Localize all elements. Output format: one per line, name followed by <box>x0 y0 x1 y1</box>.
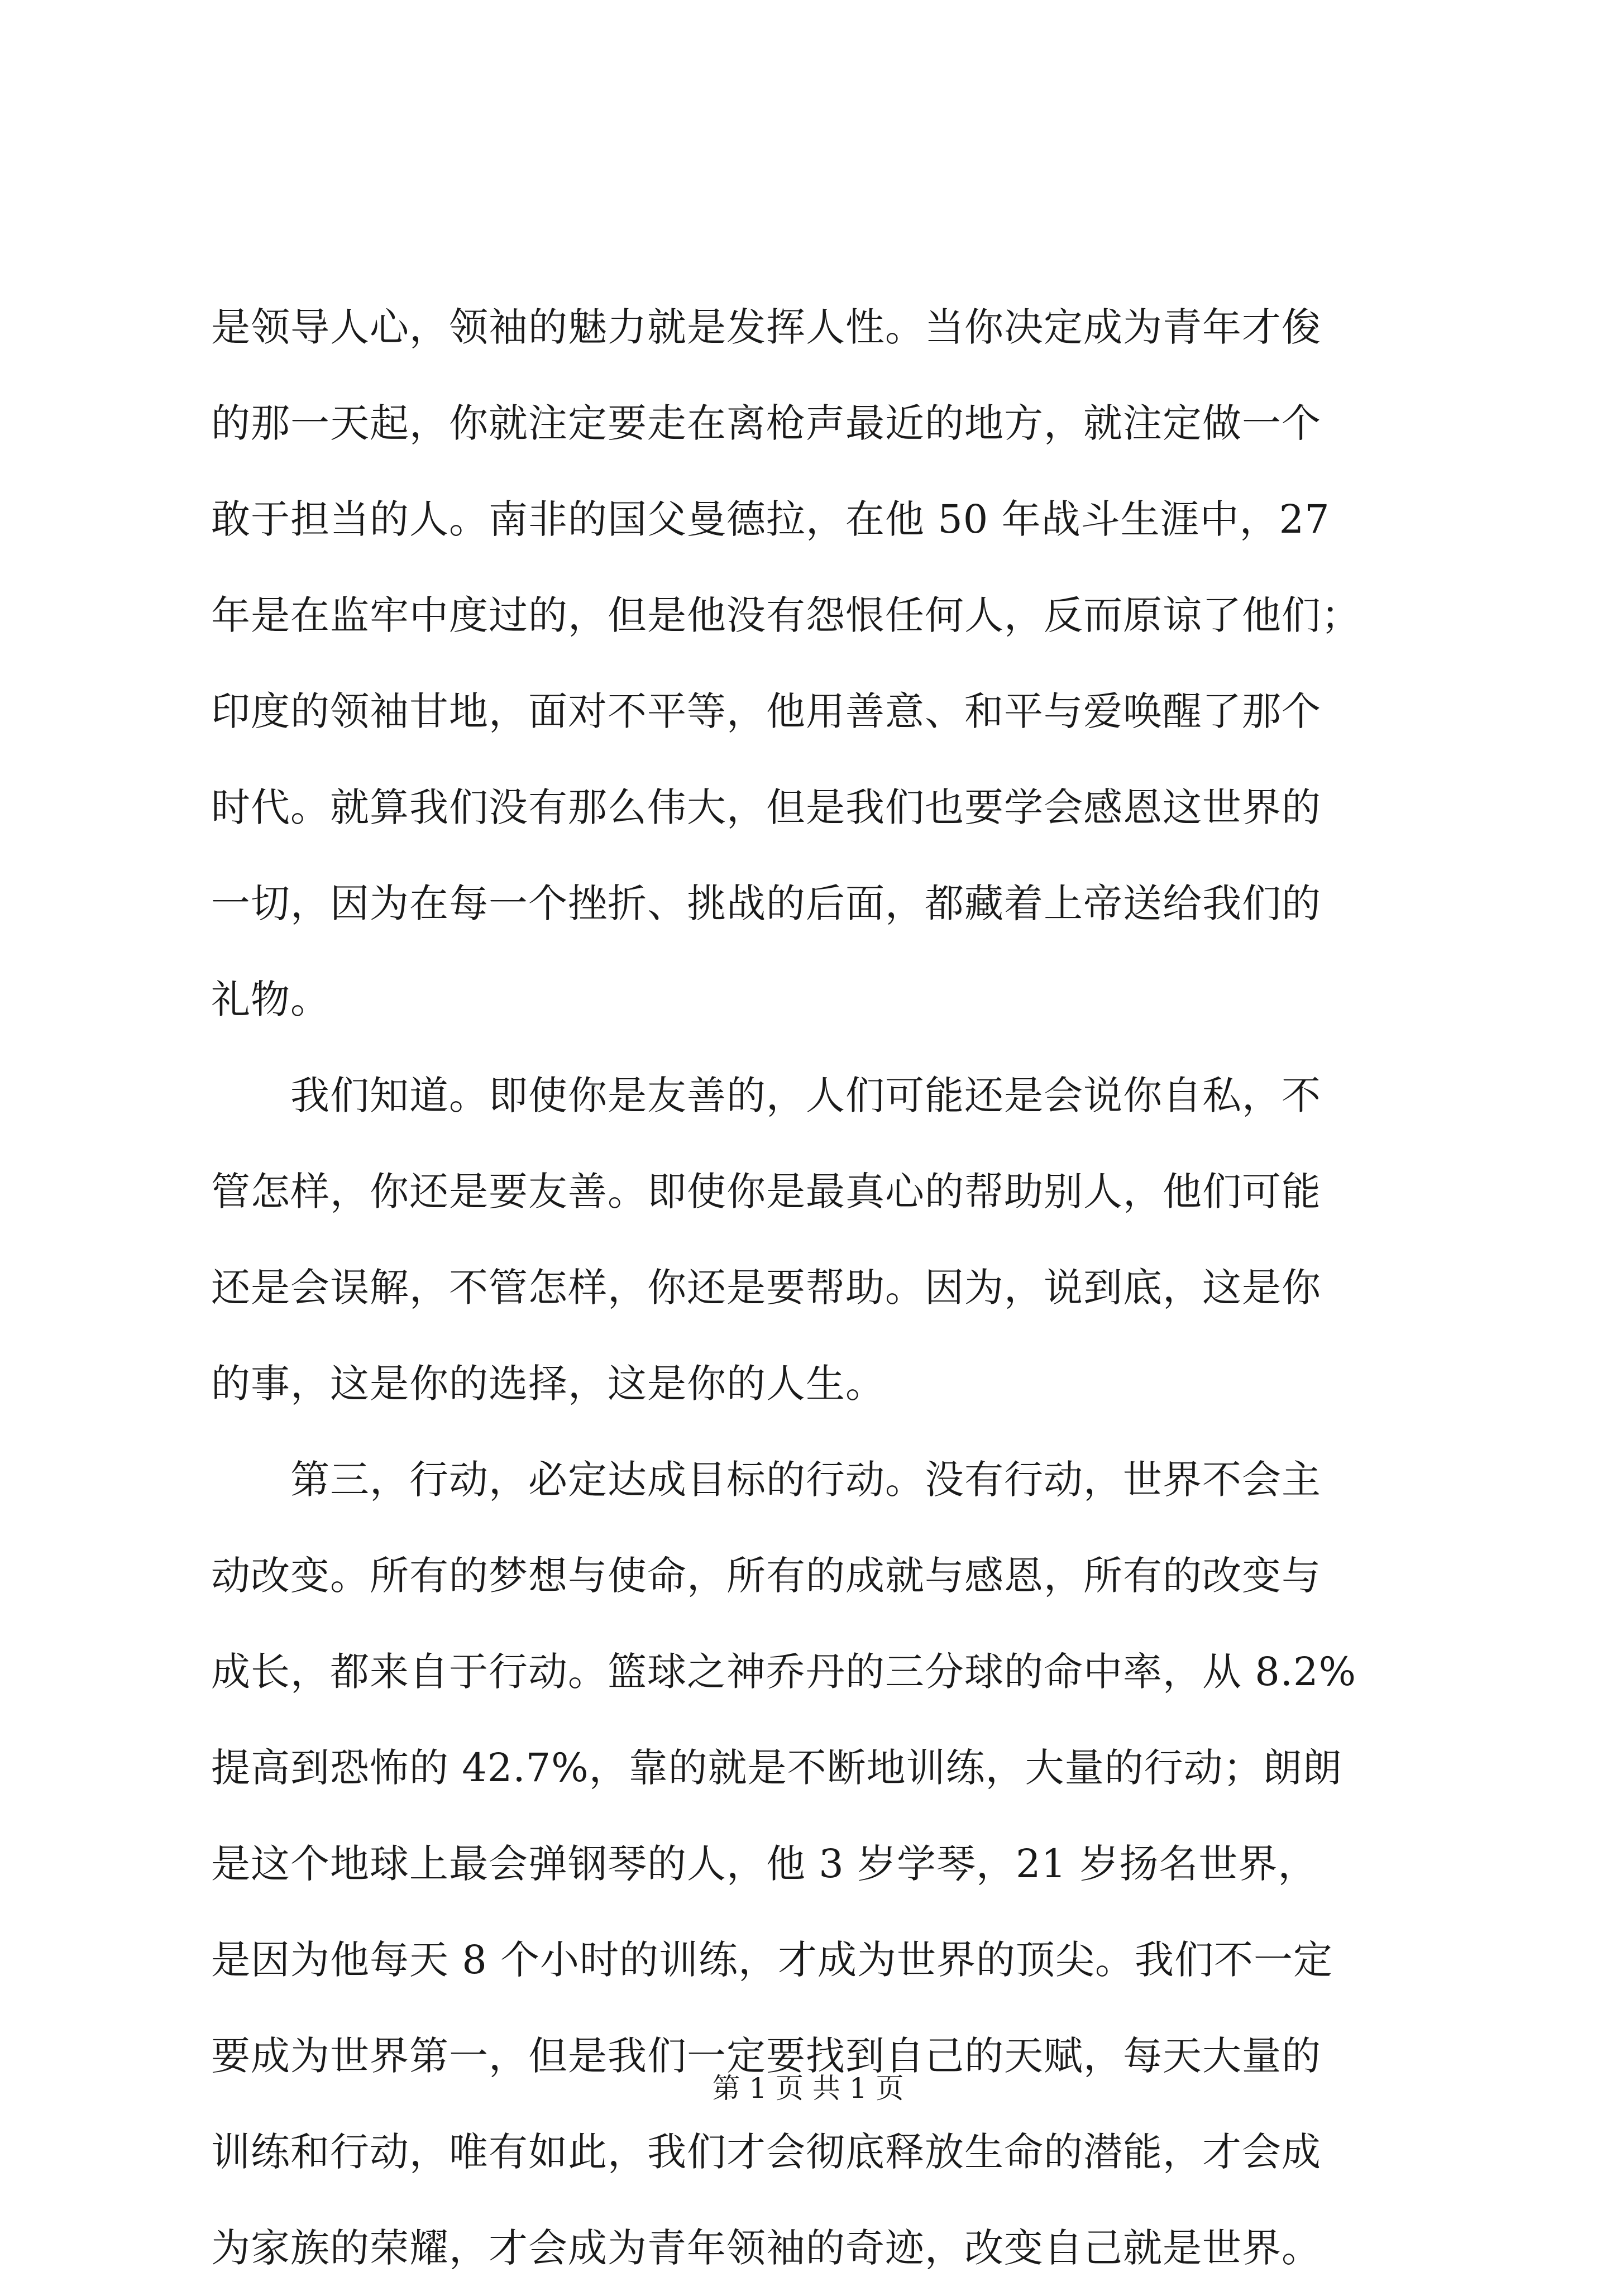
text-line: 管怎样，你还是要友善。即使你是最真心的帮助别人，他们可能 <box>211 1169 1321 1214</box>
text-line: 是因为他每天 8 个小时的训练，才成为世界的顶尖。我们不一定 <box>211 1937 1333 1983</box>
text-line: 是这个地球上最会弹钢琴的人，他 3 岁学琴，21 岁扬名世界， <box>211 1841 1318 1887</box>
text-line: 年是在监牢中度过的，但是他没有怨恨任何人，反而原谅了他们； <box>211 592 1361 638</box>
text-line: 敢于担当的人。南非的国父曼德拉，在他 50 年战斗生涯中，27 <box>211 496 1330 542</box>
text-line: 提高到恐怖的 42.7%，靠的就是不断地训练，大量的行动；朗朗 <box>211 1745 1342 1791</box>
text-line: 我们知道。即使你是友善的，人们可能还是会说你自私，不 <box>211 1073 1321 1118</box>
text-line: 是领导人心，领袖的魅力就是发挥人性。当你决定成为青年才俊 <box>211 304 1321 350</box>
document-body <box>211 279 1423 2296</box>
text-line: 时代。就算我们没有那么伟大，但是我们也要学会感恩这世界的 <box>211 785 1321 830</box>
text-line: 为家族的荣耀，才会成为青年领袖的奇迹，改变自己就是世界。 <box>211 2225 1321 2271</box>
text-line: 还是会误解，不管怎样，你还是要帮助。因为，说到底，这是你 <box>211 1265 1321 1310</box>
text-line: 礼物。 <box>211 977 330 1022</box>
text-line: 动改变。所有的梦想与使命，所有的成就与感恩，所有的改变与 <box>211 1553 1321 1599</box>
text-line: 的那一天起，你就注定要走在离枪声最近的地方，就注定做一个 <box>211 400 1321 446</box>
text-line: 的事，这是你的选择，这是你的人生。 <box>211 1361 885 1407</box>
text-line: 第三，行动，必定达成目标的行动。没有行动，世界不会主 <box>211 1457 1321 1503</box>
text-line: 要成为世界第一，但是我们一定要找到自己的天赋，每天大量的 <box>211 2033 1321 2079</box>
text-line: 一切，因为在每一个挫折、挑战的后面，都藏着上帝送给我们的 <box>211 881 1321 926</box>
text-line: 印度的领袖甘地，面对不平等，他用善意、和平与爱唤醒了那个 <box>211 688 1321 734</box>
page-footer: 第 1 页 共 1 页 <box>712 2072 904 2104</box>
text-line: 成长，都来自于行动。篮球之神乔丹的三分球的命中率，从 8.2% <box>211 1649 1357 1695</box>
text-line: 训练和行动，唯有如此，我们才会彻底释放生命的潜能，才会成 <box>211 2129 1321 2175</box>
